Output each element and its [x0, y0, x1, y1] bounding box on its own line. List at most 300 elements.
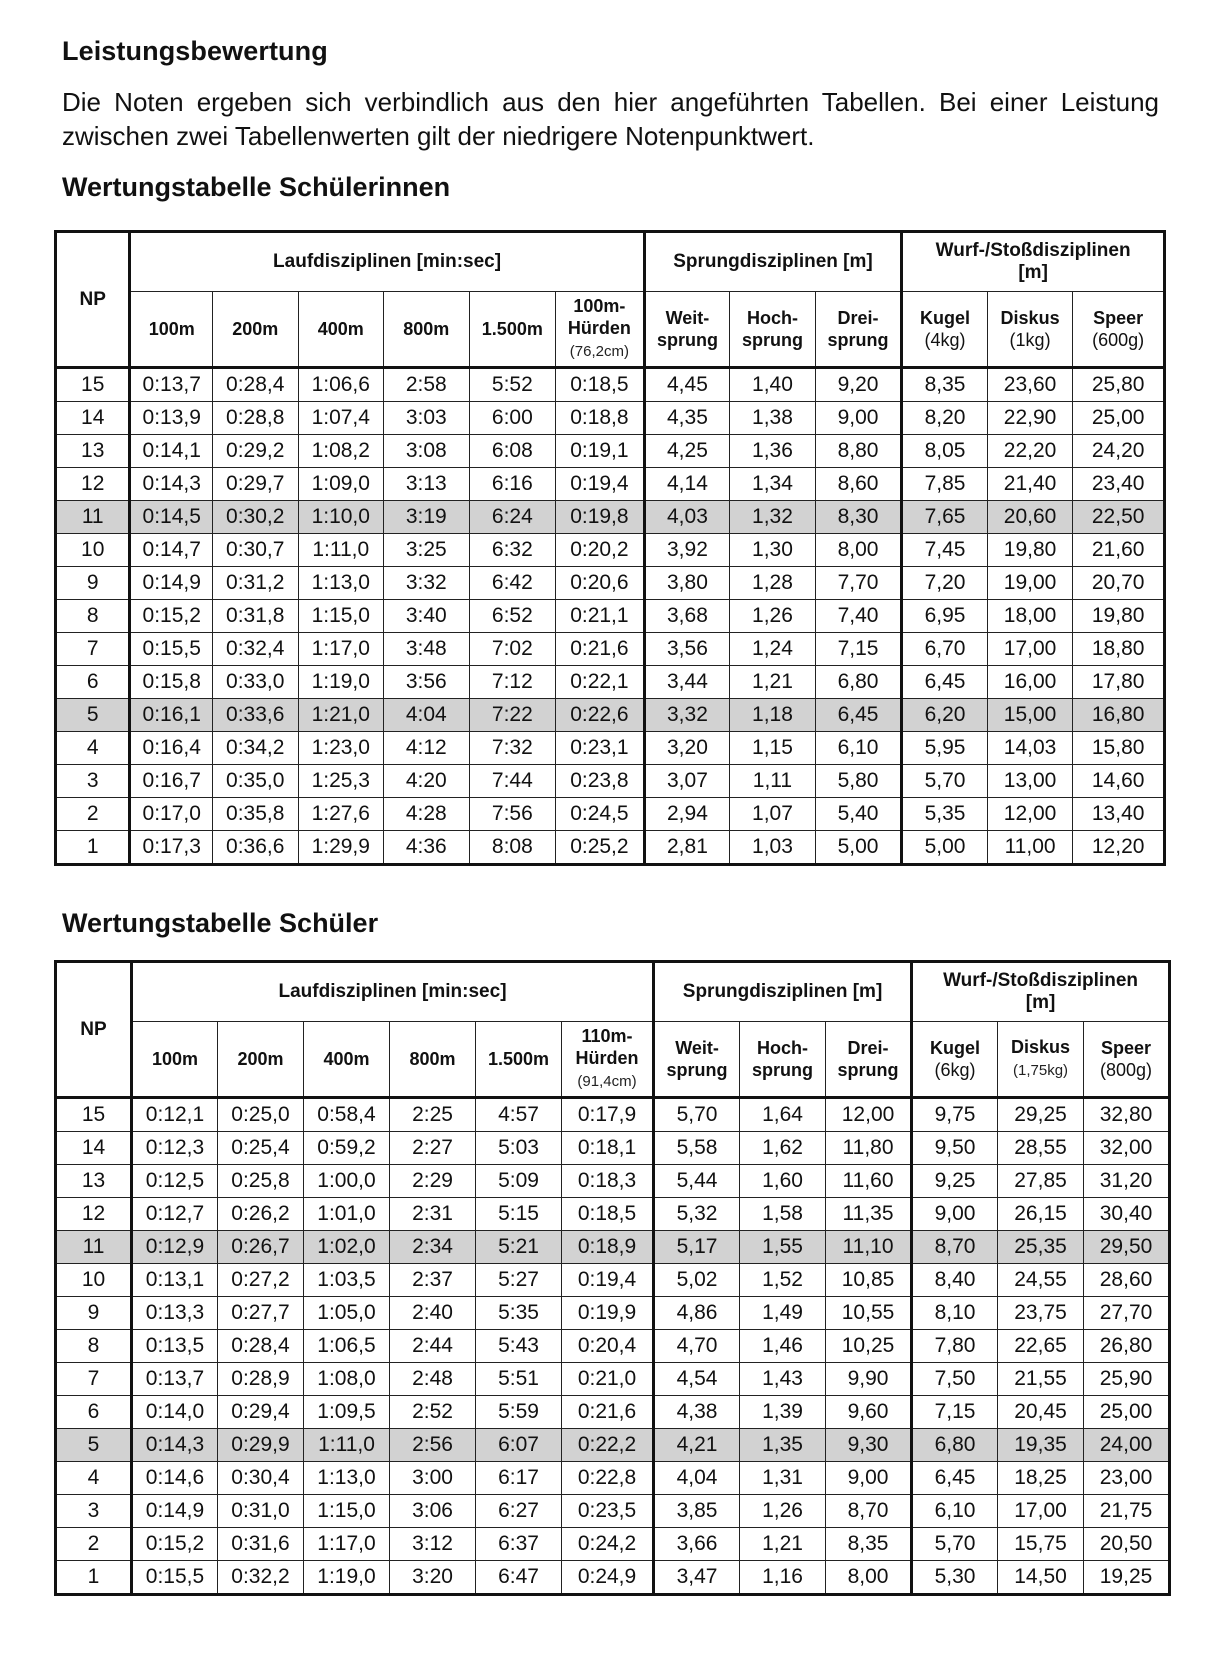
table-cell: 1:08,2	[298, 435, 384, 468]
table-cell: 0:12,1	[132, 1098, 218, 1132]
table-cell: 8,80	[815, 435, 902, 468]
table-cell: 12,20	[1073, 831, 1165, 865]
table-row	[56, 765, 1165, 798]
table-cell: 8,35	[902, 368, 988, 402]
table-cell: 0:12,7	[132, 1198, 218, 1231]
table-cell: 3:56	[384, 666, 470, 699]
table-cell: 0:12,5	[132, 1165, 218, 1198]
table-cell: 20,60	[987, 501, 1073, 534]
table-cell: 2:31	[390, 1198, 476, 1231]
table-cell: 3,80	[644, 567, 730, 600]
table-cell: 0:33,6	[212, 699, 298, 732]
table-row	[56, 798, 1165, 831]
table-row	[56, 699, 1165, 732]
table-row	[56, 1098, 1170, 1132]
table-body	[56, 368, 1165, 865]
table-cell: 0:28,4	[218, 1330, 304, 1363]
col-header-huerden: 110m- Hürden (91,4cm)	[562, 1022, 654, 1098]
table-cell: 1,24	[730, 633, 816, 666]
table-cell: 3:48	[384, 633, 470, 666]
table-cell: 32,80	[1084, 1098, 1170, 1132]
table-cell: 2:25	[390, 1098, 476, 1132]
table-cell: 9,75	[912, 1098, 998, 1132]
table-cell: 0:22,2	[562, 1429, 654, 1462]
table-cell: 21,55	[998, 1363, 1084, 1396]
table-cell: 0:21,1	[556, 600, 645, 633]
table-cell: 5:15	[476, 1198, 562, 1231]
np-header: NP	[56, 962, 132, 1098]
table-cell: 6,80	[815, 666, 902, 699]
table-row	[56, 1132, 1170, 1165]
table-cell: 3,32	[644, 699, 730, 732]
table-cell: 0:35,8	[212, 798, 298, 831]
table-cell: 1:06,6	[298, 368, 384, 402]
table-cell: 4,03	[644, 501, 730, 534]
table-cell: 5:09	[476, 1165, 562, 1198]
table-cell: 6:47	[476, 1561, 562, 1595]
table-cell: 26,15	[998, 1198, 1084, 1231]
table-row	[56, 1462, 1170, 1495]
table-cell: 0:14,6	[132, 1462, 218, 1495]
table-cell: 0:20,2	[556, 534, 645, 567]
table-row	[56, 1165, 1170, 1198]
col-header-kugel: Kugel (6kg)	[912, 1022, 998, 1098]
table-cell: 0:19,8	[556, 501, 645, 534]
np-cell: 8	[56, 1330, 132, 1363]
table-cell: 1:00,0	[304, 1165, 390, 1198]
col-header-diskus: Diskus (1,75kg)	[998, 1022, 1084, 1098]
table-cell: 26,80	[1084, 1330, 1170, 1363]
table-cell: 22,65	[998, 1330, 1084, 1363]
col-header-200m: 200m	[212, 292, 298, 368]
table-cell: 23,40	[1073, 468, 1165, 501]
table-cell: 15,00	[987, 699, 1073, 732]
table-cell: 3,68	[644, 600, 730, 633]
table-cell: 11,10	[826, 1231, 912, 1264]
table-cell: 24,00	[1084, 1429, 1170, 1462]
col-header-huerden: 100m- Hürden (76,2cm)	[556, 292, 645, 368]
table-cell: 12,00	[987, 798, 1073, 831]
table-cell: 0:13,3	[132, 1297, 218, 1330]
table-cell: 23,00	[1084, 1462, 1170, 1495]
table-cell: 0:16,1	[130, 699, 213, 732]
table-cell: 7:56	[469, 798, 556, 831]
table-row	[56, 1297, 1170, 1330]
table-cell: 14,60	[1073, 765, 1165, 798]
table-cell: 11,35	[826, 1198, 912, 1231]
table-cell: 8,40	[912, 1264, 998, 1297]
table-cell: 1,34	[730, 468, 816, 501]
table-cell: 0:21,6	[556, 633, 645, 666]
table-cell: 1,40	[730, 368, 816, 402]
np-cell: 5	[56, 1429, 132, 1462]
col-header-100m: 100m	[130, 292, 213, 368]
np-cell: 4	[56, 1462, 132, 1495]
table-cell: 13,40	[1073, 798, 1165, 831]
table-cell: 6,10	[912, 1495, 998, 1528]
table-cell: 1,55	[740, 1231, 826, 1264]
table-cell: 2:48	[390, 1363, 476, 1396]
table-cell: 0:15,5	[130, 633, 213, 666]
table-cell: 3:12	[390, 1528, 476, 1561]
table-cell: 19,35	[998, 1429, 1084, 1462]
table-row	[56, 1396, 1170, 1429]
table-cell: 1:08,0	[304, 1363, 390, 1396]
table-cell: 8,00	[826, 1561, 912, 1595]
table-cell: 1,64	[740, 1098, 826, 1132]
table-cell: 0:15,2	[132, 1528, 218, 1561]
table-cell: 3,44	[644, 666, 730, 699]
table-cell: 5:35	[476, 1297, 562, 1330]
np-cell: 14	[56, 402, 130, 435]
table-cell: 15,75	[998, 1528, 1084, 1561]
table-cell: 11,80	[826, 1132, 912, 1165]
table-cell: 0:36,6	[212, 831, 298, 865]
table-cell: 1,43	[740, 1363, 826, 1396]
table-cell: 16,00	[987, 666, 1073, 699]
table-body	[56, 1098, 1170, 1595]
col-header-800m: 800m	[384, 292, 470, 368]
table-cell: 3:08	[384, 435, 470, 468]
table-cell: 1,21	[730, 666, 816, 699]
table-cell: 2:52	[390, 1396, 476, 1429]
table-cell: 1,52	[740, 1264, 826, 1297]
table-cell: 29,50	[1084, 1231, 1170, 1264]
table-cell: 0:17,3	[130, 831, 213, 865]
table-cell: 17,00	[998, 1495, 1084, 1528]
col-header-weitsprung: Weit- sprung	[644, 292, 730, 368]
np-cell: 4	[56, 732, 130, 765]
table-cell: 4:12	[384, 732, 470, 765]
col-header-400m: 400m	[298, 292, 384, 368]
table-cell: 5:52	[469, 368, 556, 402]
table-cell: 0:23,8	[556, 765, 645, 798]
table-cell: 0:24,2	[562, 1528, 654, 1561]
table-cell: 4:04	[384, 699, 470, 732]
table-cell: 7:32	[469, 732, 556, 765]
score-table	[54, 230, 1166, 866]
table-cell: 1,28	[730, 567, 816, 600]
table-cell: 1:01,0	[304, 1198, 390, 1231]
table-cell: 1:25,3	[298, 765, 384, 798]
table-cell: 19,80	[987, 534, 1073, 567]
table-cell: 0:25,4	[218, 1132, 304, 1165]
table-cell: 3,85	[654, 1495, 740, 1528]
col-header-kugel: Kugel (4kg)	[902, 292, 988, 368]
table-cell: 0:26,2	[218, 1198, 304, 1231]
table-row	[56, 402, 1165, 435]
table-cell: 2:34	[390, 1231, 476, 1264]
table-cell: 3:03	[384, 402, 470, 435]
table-cell: 17,00	[987, 633, 1073, 666]
table-cell: 0:14,5	[130, 501, 213, 534]
table-cell: 7:02	[469, 633, 556, 666]
intro-paragraph: Die Noten ergeben sich verbindlich aus den hier angeführten Tabellen. Bei einer Leistung zwischen zwei Tabellenwerten gilt der niedrigere Notenpunktwert.	[62, 87, 1159, 151]
table-cell: 0:19,1	[556, 435, 645, 468]
table-row	[56, 600, 1165, 633]
table-cell: 2:56	[390, 1429, 476, 1462]
table-cell: 15,80	[1073, 732, 1165, 765]
table-cell: 12,00	[826, 1098, 912, 1132]
table-cell: 4,45	[644, 368, 730, 402]
table-cell: 21,40	[987, 468, 1073, 501]
table-cell: 3:20	[390, 1561, 476, 1595]
table-cell: 4:57	[476, 1098, 562, 1132]
table-cell: 0:59,2	[304, 1132, 390, 1165]
table-cell: 0:18,9	[562, 1231, 654, 1264]
table-cell: 0:13,1	[132, 1264, 218, 1297]
table-cell: 2:44	[390, 1330, 476, 1363]
table-cell: 0:15,5	[132, 1561, 218, 1595]
table-cell: 9,50	[912, 1132, 998, 1165]
table-cell: 4,04	[654, 1462, 740, 1495]
table-cell: 0:16,4	[130, 732, 213, 765]
table-cell: 0:12,3	[132, 1132, 218, 1165]
table-cell: 1,62	[740, 1132, 826, 1165]
table-cell: 5,70	[912, 1528, 998, 1561]
table-cell: 1:27,6	[298, 798, 384, 831]
table-cell: 14,50	[998, 1561, 1084, 1595]
group-header-lauf: Laufdisziplinen [min:sec]	[130, 232, 644, 292]
table-cell: 1:15,0	[298, 600, 384, 633]
table-cell: 1:11,0	[304, 1429, 390, 1462]
table-cell: 6:17	[476, 1462, 562, 1495]
table-cell: 0:17,9	[562, 1098, 654, 1132]
table-cell: 3:40	[384, 600, 470, 633]
np-cell: 6	[56, 666, 130, 699]
table-cell: 8:08	[469, 831, 556, 865]
table-cell: 29,25	[998, 1098, 1084, 1132]
table-cell: 3:32	[384, 567, 470, 600]
table-cell: 7,80	[912, 1330, 998, 1363]
col-header-diskus: Diskus (1kg)	[987, 292, 1073, 368]
table-cell: 0:17,0	[130, 798, 213, 831]
table-cell: 5:51	[476, 1363, 562, 1396]
col-header-hochsprung: Hoch- sprung	[730, 292, 816, 368]
table-cell: 0:25,2	[556, 831, 645, 865]
table-cell: 1,58	[740, 1198, 826, 1231]
table-cell: 8,00	[815, 534, 902, 567]
table-cell: 1:05,0	[304, 1297, 390, 1330]
table-cell: 6:37	[476, 1528, 562, 1561]
table-cell: 5:21	[476, 1231, 562, 1264]
table-cell: 2,94	[644, 798, 730, 831]
np-cell: 6	[56, 1396, 132, 1429]
table-cell: 7:12	[469, 666, 556, 699]
col-header-hochsprung: Hoch- sprung	[740, 1022, 826, 1098]
table-cell: 0:20,4	[562, 1330, 654, 1363]
np-cell: 9	[56, 567, 130, 600]
table-cell: 10,25	[826, 1330, 912, 1363]
table-cell: 0:30,4	[218, 1462, 304, 1495]
table-row	[56, 1330, 1170, 1363]
table-cell: 27,85	[998, 1165, 1084, 1198]
table-cell: 0:26,7	[218, 1231, 304, 1264]
table-cell: 0:21,6	[562, 1396, 654, 1429]
table-cell: 1:06,5	[304, 1330, 390, 1363]
table-cell: 5:27	[476, 1264, 562, 1297]
table-cell: 4:36	[384, 831, 470, 865]
table-cell: 2:58	[384, 368, 470, 402]
table-cell: 1,46	[740, 1330, 826, 1363]
table-cell: 6:42	[469, 567, 556, 600]
table-row	[56, 1429, 1170, 1462]
table-cell: 1:17,0	[298, 633, 384, 666]
table-cell: 0:34,2	[212, 732, 298, 765]
table-row	[56, 501, 1165, 534]
table-cell: 24,20	[1073, 435, 1165, 468]
table-cell: 0:27,7	[218, 1297, 304, 1330]
table-cell: 1,03	[730, 831, 816, 865]
table-row	[56, 368, 1165, 402]
table-cell: 3:13	[384, 468, 470, 501]
np-cell: 9	[56, 1297, 132, 1330]
table-cell: 7,50	[912, 1363, 998, 1396]
table-title-schueler: Wertungstabelle Schüler	[62, 908, 379, 938]
table-cell: 0:22,8	[562, 1462, 654, 1495]
table-cell: 0:18,5	[562, 1198, 654, 1231]
table-cell: 1:11,0	[298, 534, 384, 567]
table-cell: 0:22,1	[556, 666, 645, 699]
table-cell: 6:27	[476, 1495, 562, 1528]
table-cell: 1:15,0	[304, 1495, 390, 1528]
table-cell: 1:19,0	[304, 1561, 390, 1595]
table-cell: 7:44	[469, 765, 556, 798]
table-cell: 2:37	[390, 1264, 476, 1297]
table-cell: 7,15	[815, 633, 902, 666]
table-cell: 0:25,8	[218, 1165, 304, 1198]
np-cell: 11	[56, 1231, 132, 1264]
table-cell: 0:22,6	[556, 699, 645, 732]
table-cell: 0:29,7	[212, 468, 298, 501]
table-cell: 3,92	[644, 534, 730, 567]
table-cell: 1,18	[730, 699, 816, 732]
col-header-100m: 100m	[132, 1022, 218, 1098]
table-cell: 2:29	[390, 1165, 476, 1198]
np-cell: 3	[56, 765, 130, 798]
table-row	[56, 1231, 1170, 1264]
table-cell: 9,00	[826, 1462, 912, 1495]
col-header-dreisprung: Drei- sprung	[815, 292, 902, 368]
table-cell: 4:20	[384, 765, 470, 798]
table-cell: 1,39	[740, 1396, 826, 1429]
table-cell: 0:14,9	[132, 1495, 218, 1528]
table-cell: 1,31	[740, 1462, 826, 1495]
table-cell: 4,14	[644, 468, 730, 501]
table-cell: 1,38	[730, 402, 816, 435]
table-cell: 1:29,9	[298, 831, 384, 865]
table-cell: 0:14,7	[130, 534, 213, 567]
col-header-200m: 200m	[218, 1022, 304, 1098]
table-cell: 6,45	[912, 1462, 998, 1495]
table-cell: 18,00	[987, 600, 1073, 633]
table-cell: 6:07	[476, 1429, 562, 1462]
table-cell: 0:19,4	[556, 468, 645, 501]
table-cell: 0:14,3	[132, 1429, 218, 1462]
table-row	[56, 1495, 1170, 1528]
table-cell: 3:19	[384, 501, 470, 534]
np-cell: 13	[56, 1165, 132, 1198]
table-cell: 25,90	[1084, 1363, 1170, 1396]
table-title-schuelerinnen: Wertungstabelle Schülerinnen	[62, 172, 451, 202]
table-cell: 7,20	[902, 567, 988, 600]
table-cell: 23,60	[987, 368, 1073, 402]
table-cell: 7,40	[815, 600, 902, 633]
table-cell: 7,65	[902, 501, 988, 534]
np-cell: 11	[56, 501, 130, 534]
col-header-1500m: 1.500m	[469, 292, 556, 368]
np-cell: 3	[56, 1495, 132, 1528]
table-cell: 0:15,2	[130, 600, 213, 633]
table-cell: 6,45	[902, 666, 988, 699]
table-cell: 1:21,0	[298, 699, 384, 732]
table-cell: 0:24,5	[556, 798, 645, 831]
table-cell: 3:00	[390, 1462, 476, 1495]
table-cell: 5,80	[815, 765, 902, 798]
table-cell: 0:29,9	[218, 1429, 304, 1462]
table-cell: 0:24,9	[562, 1561, 654, 1595]
table-cell: 9,30	[826, 1429, 912, 1462]
np-cell: 12	[56, 1198, 132, 1231]
table-cell: 9,00	[912, 1198, 998, 1231]
table-cell: 1:09,0	[298, 468, 384, 501]
table-cell: 0:32,4	[212, 633, 298, 666]
table-cell: 7,15	[912, 1396, 998, 1429]
table-cell: 1,26	[740, 1495, 826, 1528]
table-cell: 3,20	[644, 732, 730, 765]
table-cell: 1,15	[730, 732, 816, 765]
table-cell: 25,00	[1073, 402, 1165, 435]
table-cell: 28,55	[998, 1132, 1084, 1165]
table-cell: 9,25	[912, 1165, 998, 1198]
table-cell: 5,00	[815, 831, 902, 865]
np-cell: 5	[56, 699, 130, 732]
table-cell: 5,70	[654, 1098, 740, 1132]
table-cell: 27,70	[1084, 1297, 1170, 1330]
table-row	[56, 1363, 1170, 1396]
table-cell: 20,45	[998, 1396, 1084, 1429]
table-cell: 6:24	[469, 501, 556, 534]
table-cell: 1:07,4	[298, 402, 384, 435]
table-cell: 5,02	[654, 1264, 740, 1297]
table-cell: 1:09,5	[304, 1396, 390, 1429]
table-cell: 21,60	[1073, 534, 1165, 567]
table-cell: 6:08	[469, 435, 556, 468]
table-row	[56, 534, 1165, 567]
table-cell: 9,60	[826, 1396, 912, 1429]
table-cell: 19,25	[1084, 1561, 1170, 1595]
table-cell: 0:18,5	[556, 368, 645, 402]
np-cell: 8	[56, 600, 130, 633]
table-cell: 0:19,9	[562, 1297, 654, 1330]
np-cell: 15	[56, 1098, 132, 1132]
table-cell: 7:22	[469, 699, 556, 732]
table-cell: 1,21	[740, 1528, 826, 1561]
table-cell: 4,70	[654, 1330, 740, 1363]
table-cell: 21,75	[1084, 1495, 1170, 1528]
table-cell: 0:28,8	[212, 402, 298, 435]
table-cell: 5,70	[902, 765, 988, 798]
np-cell: 1	[56, 831, 130, 865]
table-cell: 5:59	[476, 1396, 562, 1429]
table-cell: 1:10,0	[298, 501, 384, 534]
table-cell: 1,16	[740, 1561, 826, 1595]
table-cell: 4,25	[644, 435, 730, 468]
table-cell: 0:30,2	[212, 501, 298, 534]
table-cell: 0:23,5	[562, 1495, 654, 1528]
page-heading: Leistungsbewertung	[62, 36, 328, 66]
table-cell: 4,54	[654, 1363, 740, 1396]
